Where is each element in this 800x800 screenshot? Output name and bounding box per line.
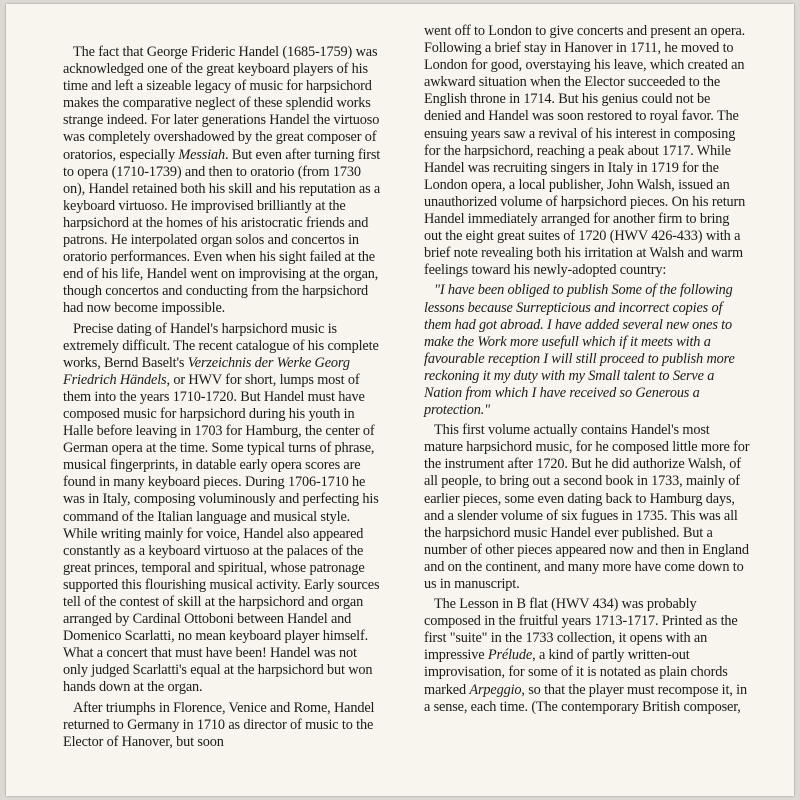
text-italic: Verzeichnis der Werke Georg Friedrich Händels: [63, 354, 350, 388]
paragraph: [63, 321, 383, 697]
paragraph: After triumphs in Florence, Venice and Rome, Handel returned to Germany in 1710 as director of music to the Elector of Hanover, but soon: [63, 699, 375, 750]
text-italic: Messiah: [178, 146, 226, 163]
paragraph: [63, 44, 383, 318]
paragraph: [424, 596, 750, 716]
right-column: [424, 23, 750, 719]
text-run: , a kind of partly written-out improvisation, for some of it is notated as plain chords marked: [424, 647, 728, 698]
text-italic: Arpeggio: [469, 681, 522, 698]
booklet-page: [6, 4, 794, 796]
text-run: Precise dating of Handel's harpsichord music is extremely difficult. The recent catalogue of his complete works, Bernd Baselt's: [63, 320, 379, 371]
text-run: , or HWV for short, lumps most of them into the years 1710-1720. But Handel must have composed music for harpsichord during his youth in Halle before leaving in 1703 for Hamburg, the center of German opera at the time. Some typical turns of phrase, musical fingerprints, in datable early opera scores are found in many keyboard pieces. During 1706-1710 he was in Italy, composing voluminously and perfecting his command of the Italian language and musical style. While writing mainly for voice, Handel also appeared constantly as a keyboard virtuoso at the palaces of the great princes, temporal and spiritual, whose patronage supported this flourishing musical activity. Early sources tell of the contest of skill at the harpsichord and organ arranged by Cardinal Ottoboni between Handel and Domenico Scarlatti, no mean keyboard player himself. What a concert that must have been! Handel was not only judged Scarlatti's equal at the harpsichord but won hands down at the organ.: [63, 371, 380, 696]
paragraph: went off to London to give concerts and present an opera. Following a brief stay in Hanover in 1711, he moved to London for good, overstaying his leave, which created an awkward situation when the Elector succeeded to the English throne in 1714. But his genius could not be denied and Handel was soon restored to royal favor. The ensuing years saw a revival of his interest in composing for the harpsichord, reaching a peak about 1717. While Handel was recruiting singers in Italy in 1719 for the London opera, a local publisher, John Walsh, issued an unauthorized volume of harpsichord pieces. On his return Handel immediately arranged for another firm to bring out the eight great suites of 1720 (HWV 426-433) with a brief note revealing both his irritation at Walsh and warm feelings toward his newly-adopted country:: [424, 23, 746, 279]
text-run: The Lesson in B flat (HWV 434) was probably composed in the fruitful years 1713-1717. Printed as the first "suite" in the 1733 collection, it opens with an impressive: [424, 596, 738, 664]
handel-quote: "I have been obliged to publish Some of the following lessons because Surrepticious and incorrect copies of them had got abroad. I have added several new ones to make the Work more usefull which if it meets with a favourable reception I will still proceed to publish more reckoning it my duty with my Small talent to Serve a Nation from which I have received so Generous a protection.": [424, 282, 735, 419]
left-column: [63, 44, 383, 754]
paragraph: This first volume actually contains Handel's most mature harpsichord music, for he composed little more for the instrument after 1720. But he did authorize Walsh, of all people, to bring out a second book in 1733, mainly of earlier pieces, some even dating back to Hamburg days, and a slender volume of six fugues in 1735. This was all the harpsichord music Handel ever published. But a number of other pieces appeared now and then in England and on the continent, and many more have come down to us in manuscript.: [424, 422, 750, 592]
text-run: . But even after turning first to opera (1710-1739) and then to oratorio (from 1730 on), Handel retained both his skill and his reputation as a keyboard virtuoso. He improvised brilliantly at the harpsichord at the homes of his aristocratic friends and patrons. He interpolated organ solos and concertos in oratorio performances. Even when his sight failed at the end of his life, Handel went on improvising at the organ, though concertos and conducting from the harpsichord had now become impossible.: [63, 146, 381, 317]
text-italic: Prélude: [487, 647, 533, 664]
text-run: , so that the player must recompose it, in a sense, each time. (The contemporary British composer,: [424, 681, 747, 715]
text-run: The fact that George Frideric Handel (1685-1759) was acknowledged one of the great keyboard players of his time and left a sizeable legacy of music for harpsichord makes the comparative neglect of these splendid works strange indeed. For later generations Handel the virtuoso was completely overshadowed by the great composer of oratorios, especially: [63, 44, 380, 163]
